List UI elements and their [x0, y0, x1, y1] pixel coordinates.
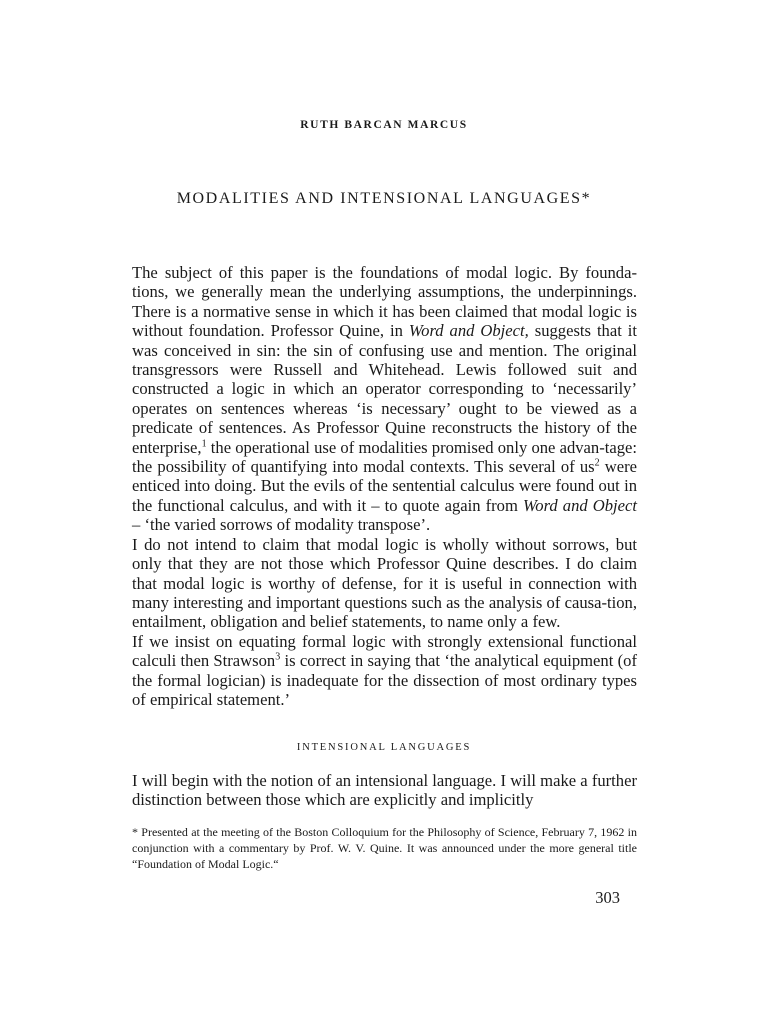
italic-title-word-and-object-2: Word and Object — [522, 495, 637, 515]
section-paragraph-1: I will begin with the notion of an intensional language. I will make a further distinction between those which are explicitly and implicitly — [132, 771, 637, 810]
paragraph-1-text-2: suggests that it was conceived in sin: the sin of confusing use and mention. The original transgressors were Russell and Whitehead. Lewis followed suit and constructed a logic in which an operator corresponding to ‘necessarily’ operates on sentences whereas ‘is necessary’ ought to be viewed as a predicate of sentences. As Professor Quine reconstructs the history of the enterprise, — [132, 321, 638, 457]
paragraph-1-text-4: were enticed into doing. But the evils of the sentential calculus were found out in the functional calculus, and with it – to quote again from — [132, 457, 638, 515]
paragraph-2: I do not intend to claim that modal logic is wholly without sorrows, but only that they are not those which Professor Quine describes. I do claim that modal logic is worthy of defense, for it is useful in connection with many interesting and important questions such as the analysis of causa-tion, entailment, obligation and belief statements, to name only a few. — [132, 534, 637, 632]
footnote-marker-1: 1 — [201, 438, 207, 450]
footnote: * Presented at the meeting of the Boston Colloquium for the Philosophy of Science, February 7, 1962 in conjunction with a commentary by Prof. W. V. Quine. It was announced under the more general title “Foundation of Modal Logic.“ — [132, 825, 637, 872]
paragraph-1 — [132, 263, 637, 535]
paper-title: MODALITIES AND INTENSIONAL LANGUAGES* — [176, 190, 592, 207]
page-number: 303 — [595, 888, 620, 907]
italic-title-word-and-object-1: Word and Object, — [408, 321, 529, 341]
paragraph-1-text-5: – ‘the varied sorrows of modality transpose’. — [132, 515, 431, 535]
footnote-marker-3: 3 — [275, 651, 281, 663]
paragraph-1-text-3: the operational use of modalities promised only one advan-tage: the possibility of quantifying into modal contexts. This several of us — [132, 437, 637, 477]
paragraph-3-text-2: is correct in saying that ‘the analytical equipment (of the formal logician) is inadequate for the dissection of most ordinary types of empirical statement.’ — [132, 651, 637, 709]
section-body — [132, 771, 637, 810]
paragraph-3-text-1: If we insist on equating formal logic with strongly extensional functional calculi then Strawson — [132, 631, 637, 671]
footnote-marker-2: 2 — [594, 457, 600, 469]
paragraph-3 — [132, 632, 637, 710]
author-name: RUTH BARCAN MARCUS — [300, 119, 468, 131]
main-body — [132, 263, 637, 709]
section-heading: INTENSIONAL LANGUAGES — [296, 742, 472, 753]
paragraph-1-text-1: The subject of this paper is the foundations of modal logic. By founda-tions, we generally mean the underlying assumptions, the underpinnings. There is a normative sense in which it has been claimed that modal logic is without foundation. Professor Quine, in — [132, 263, 637, 341]
